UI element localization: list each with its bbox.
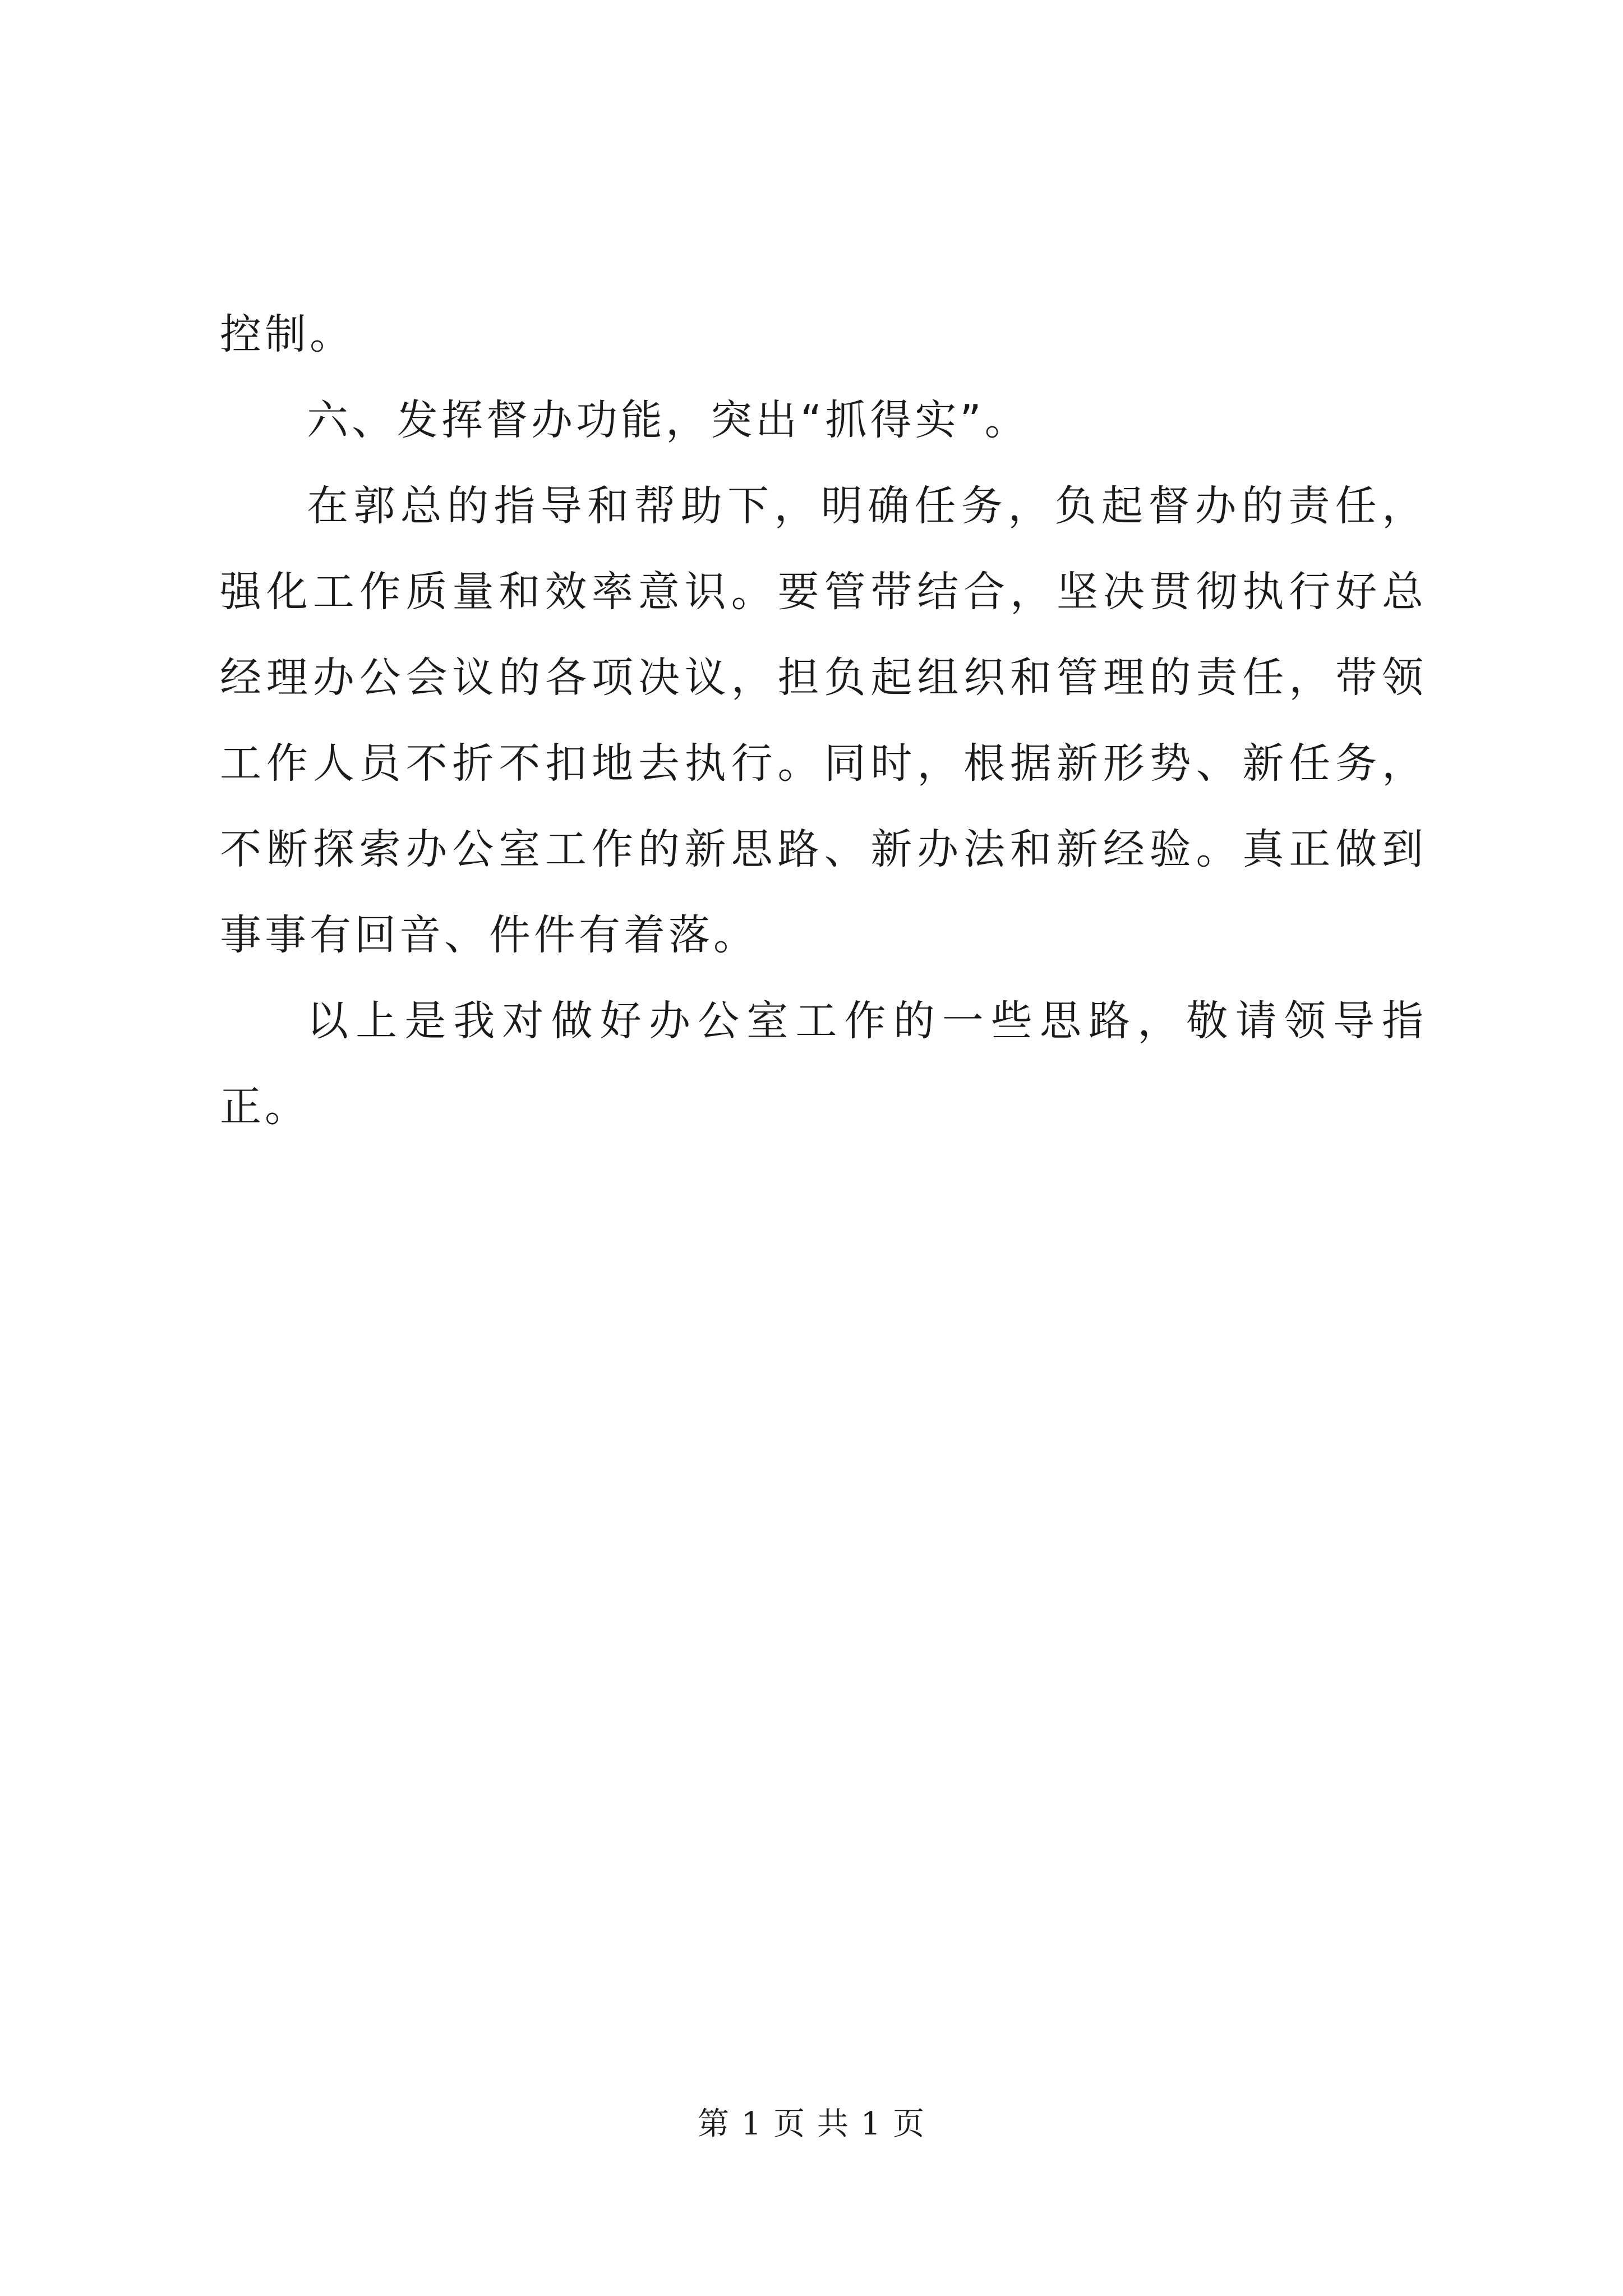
paragraph-closing: 以上是我对做好办公室工作的一些思路，敬请领导指正。 bbox=[220, 997, 1427, 1131]
paragraph-supervision: 在郭总的指导和帮助下，明确任务，负起督办的责任，强化工作质量和效率意识。要管带结合，坚决贯彻执行好总经理办公会议的各项决议，担负起组织和管理的责任，带领工作人员不折不扣地去执行。同时，根据新形势、新任务，不断探索办公室工作的新思路、新办法和新经验。真正做到事事有回音、件件有着落。 bbox=[220, 482, 1427, 959]
paragraph-continuation: 控制。 bbox=[220, 310, 354, 358]
section-heading-six: 六、发挥督办功能，突出“抓得实”。 bbox=[307, 396, 1030, 444]
document-body bbox=[220, 292, 1427, 1150]
page-number-footer: 第 1 页 共 1 页 bbox=[697, 2106, 926, 2142]
